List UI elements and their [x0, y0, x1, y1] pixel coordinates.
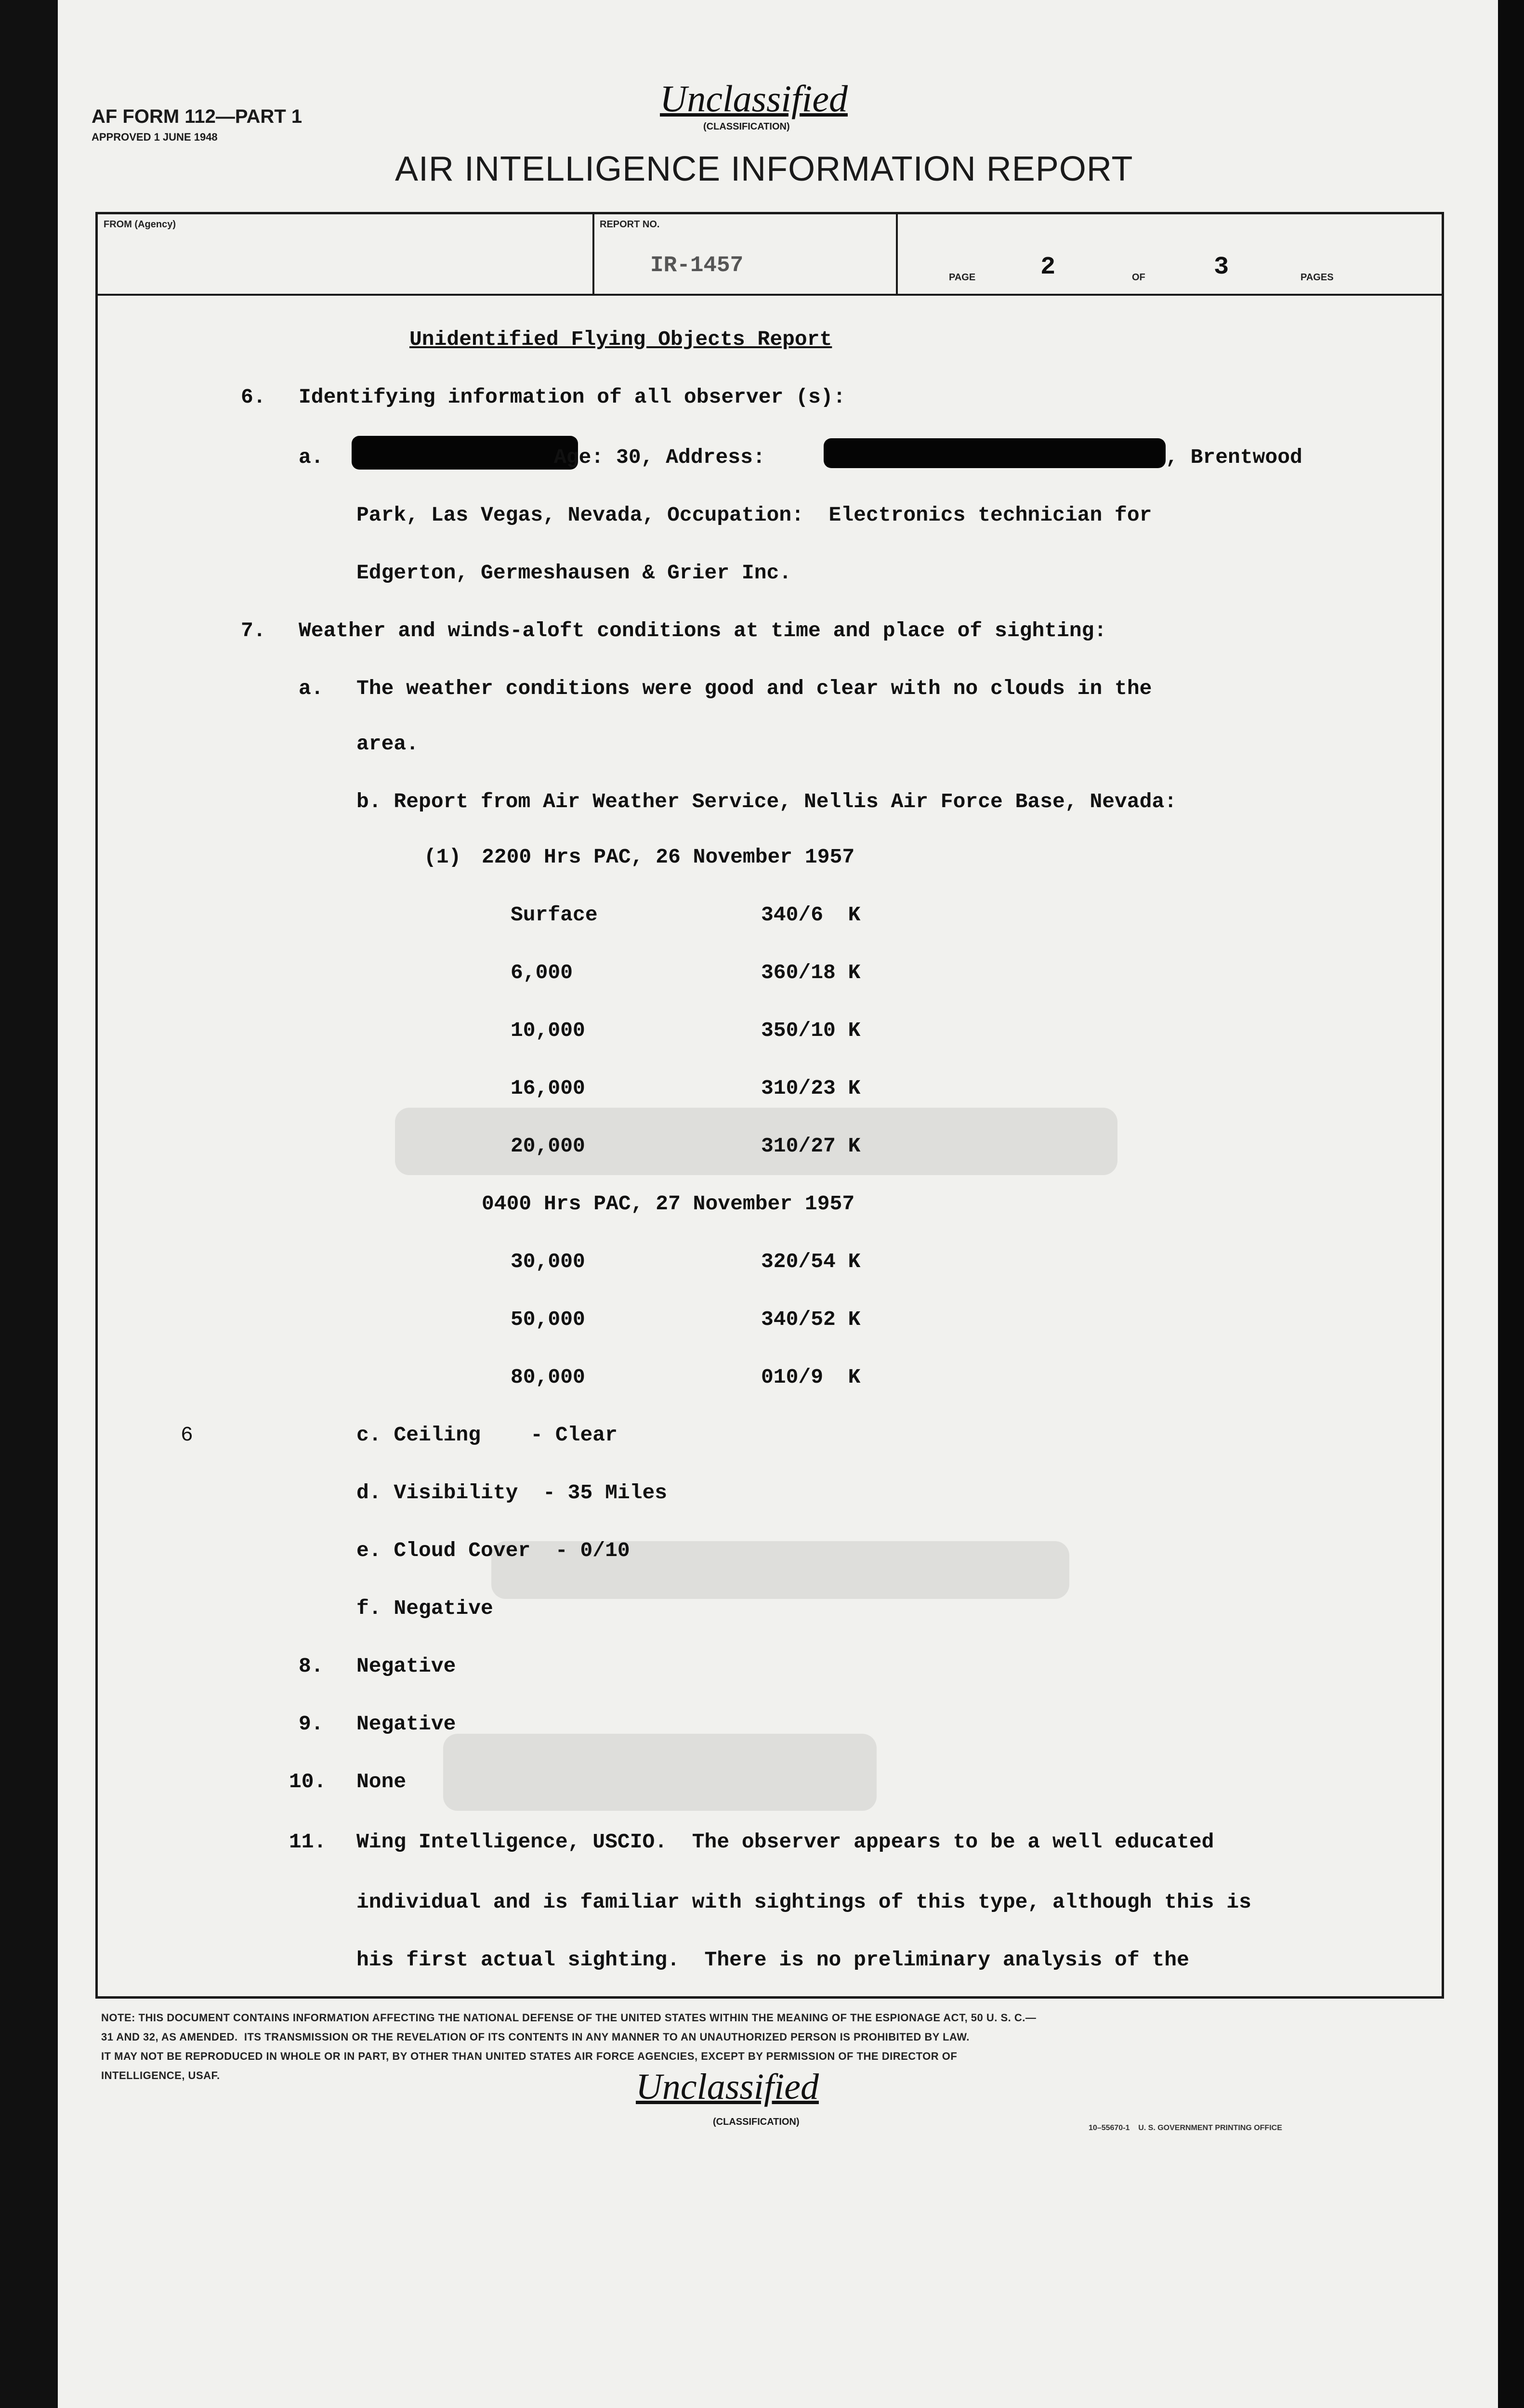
- report-number: IR-1457: [650, 253, 744, 278]
- wind-altitude: 16,000: [511, 1076, 585, 1100]
- item-7f-line: f. Negative: [356, 1597, 493, 1620]
- espionage-act-notice: NOTE: THIS DOCUMENT CONTAINS INFORMATION AFFECTING THE NATIONAL DEFENSE OF THE UNITED STATES WITHIN THE MEANING OF THE ESPIONAGE ACT, 50 U. S. C.— 31 AND 32, AS AMENDED. ITS TRANSMISSION OR THE REVELATION OF ITS CONTENTS IN ANY MANNER TO AN UNAUTHORIZED PERSON IS PROHIBITED BY LAW. IT MAY NOT BE REPRODUCED IN WHOLE OR IN PART, BY OTHER THAN UNITED STATES AIR FORCE AGENCIES, EXCEPT BY PERMISSION OF THE DIRECTOR OF INTELLIGENCE, USAF.: [101, 2012, 1037, 2081]
- wind-direction-speed: 310/27 K: [761, 1134, 861, 1158]
- item-7e-line: e. Cloud Cover - 0/10: [356, 1539, 630, 1562]
- form-frame: [95, 212, 1444, 1999]
- item-8-text: Negative: [356, 1654, 456, 1678]
- wind-altitude: 80,000: [511, 1365, 585, 1389]
- scan-edge: [1498, 0, 1524, 2408]
- item-7a-line2: area.: [356, 732, 419, 756]
- item-7-number: 7.: [241, 619, 266, 642]
- document-page: [58, 0, 1498, 2408]
- item-7a-line1: The weather conditions were good and clear with no clouds in the: [356, 677, 1152, 700]
- wind-altitude: 30,000: [511, 1250, 585, 1273]
- wind-altitude: 6,000: [511, 961, 573, 984]
- page-number: 2: [1040, 253, 1056, 281]
- item-11-line2: individual and is familiar with sightings of this type, although this is: [356, 1890, 1251, 1914]
- form-id: AF FORM 112—PART 1: [92, 106, 302, 127]
- item-10-number: 10.: [289, 1770, 327, 1793]
- header-divider: [95, 294, 1443, 296]
- pages-label: PAGES: [1301, 272, 1334, 283]
- header-column-divider: [896, 212, 898, 295]
- item-6a-label: a.: [299, 445, 324, 469]
- of-label: OF: [1132, 272, 1145, 283]
- header-column-divider: [592, 212, 594, 295]
- wind-direction-speed: 010/9 K: [761, 1365, 861, 1389]
- margin-mark: 6: [181, 1423, 193, 1447]
- classification-label-top: (CLASSIFICATION): [703, 121, 790, 132]
- from-label: FROM (Agency): [104, 219, 176, 230]
- item-11-number: 11.: [289, 1830, 327, 1854]
- item-6a-line2: Park, Las Vegas, Nevada, Occupation: Electronics technician for: [356, 503, 1152, 527]
- report-title: AIR INTELLIGENCE INFORMATION REPORT: [395, 150, 1133, 188]
- wind-direction-speed: 350/10 K: [761, 1019, 861, 1042]
- wind-altitude: 10,000: [511, 1019, 585, 1042]
- wind-altitude: Surface: [511, 903, 598, 927]
- redaction-name: [352, 436, 578, 470]
- item-7c-line: c. Ceiling - Clear: [356, 1423, 617, 1447]
- item-6a-city: , Brentwood: [1166, 445, 1302, 469]
- item-7b1-time: 2200 Hrs PAC, 26 November 1957: [482, 845, 855, 869]
- item-6-number: 6.: [241, 385, 266, 409]
- page-label: PAGE: [949, 272, 976, 283]
- item-7b2-time: 0400 Hrs PAC, 27 November 1957: [482, 1192, 855, 1216]
- item-7d-line: d. Visibility - 35 Miles: [356, 1481, 668, 1505]
- form-approved-date: APPROVED 1 JUNE 1948: [92, 131, 218, 143]
- report-no-label: REPORT NO.: [600, 219, 660, 230]
- item-6a-line3: Edgerton, Germeshausen & Grier Inc.: [356, 561, 792, 585]
- section-heading: Unidentified Flying Objects Report: [409, 327, 832, 351]
- item-8-number: 8.: [299, 1654, 324, 1678]
- wind-direction-speed: 340/6 K: [761, 903, 861, 927]
- item-6-text: Identifying information of all observer (s):: [299, 385, 846, 409]
- item-9-text: Negative: [356, 1712, 456, 1736]
- classification-label-bottom: (CLASSIFICATION): [713, 2117, 800, 2127]
- wind-direction-speed: 360/18 K: [761, 961, 861, 984]
- item-11-line3: his first actual sighting. There is no preliminary analysis of the: [356, 1948, 1189, 1972]
- item-6a-age: Age: 30, Address:: [554, 445, 765, 469]
- wind-direction-speed: 310/23 K: [761, 1076, 861, 1100]
- page-total: 3: [1214, 253, 1229, 281]
- item-7a-label: a.: [299, 677, 324, 700]
- item-7-text: Weather and winds-aloft conditions at time and place of sighting:: [299, 619, 1107, 642]
- redaction-address: [824, 438, 1166, 468]
- classification-bottom: Unclassified: [636, 2067, 819, 2107]
- item-7b1-label: (1): [424, 845, 461, 869]
- item-11-line1: Wing Intelligence, USCIO. The observer appears to be a well educated: [356, 1830, 1214, 1854]
- printing-office-code: 10–55670-1 U. S. GOVERNMENT PRINTING OFFICE: [1089, 2124, 1282, 2132]
- wind-direction-speed: 340/52 K: [761, 1308, 861, 1331]
- item-9-number: 9.: [299, 1712, 324, 1736]
- item-10-text: None: [356, 1770, 407, 1793]
- wind-altitude: 20,000: [511, 1134, 585, 1158]
- wind-direction-speed: 320/54 K: [761, 1250, 861, 1273]
- wind-altitude: 50,000: [511, 1308, 585, 1331]
- item-7b-line: b. Report from Air Weather Service, Nellis Air Force Base, Nevada:: [356, 790, 1177, 813]
- classification-top: Unclassified: [660, 78, 848, 119]
